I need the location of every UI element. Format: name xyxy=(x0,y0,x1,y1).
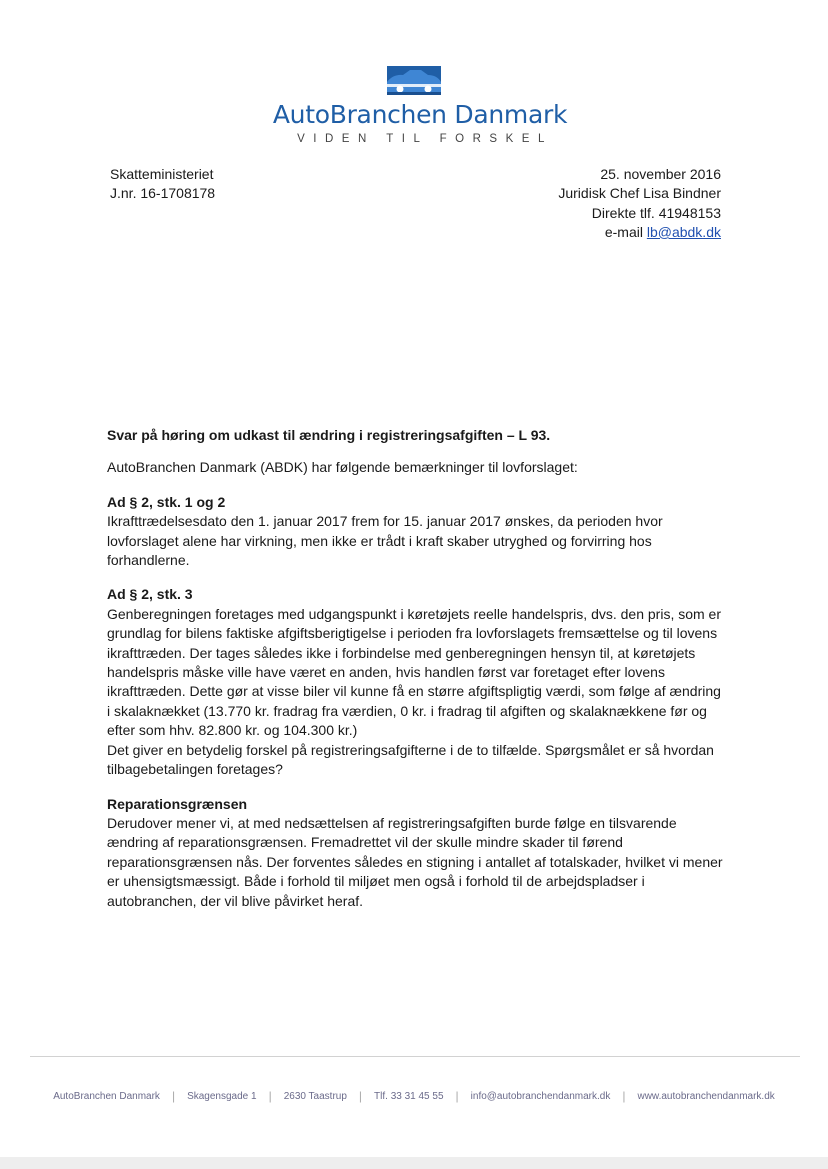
footer-phone: Tlf. 33 31 45 55 xyxy=(374,1090,444,1102)
footer-website[interactable]: www.autobranchendanmark.dk xyxy=(637,1090,775,1102)
sender-email-line xyxy=(558,223,721,242)
footer-company: AutoBranchen Danmark xyxy=(53,1090,160,1102)
footer xyxy=(0,1089,828,1103)
footer-email[interactable]: info@autobranchendanmark.dk xyxy=(470,1090,611,1102)
section-ad-2-stk-1-2 xyxy=(107,493,727,571)
footer-separator: | xyxy=(171,1089,176,1103)
brand-tagline: VIDEN TIL FORSKEL xyxy=(297,133,553,145)
section-heading: Reparationsgrænsen xyxy=(107,795,248,812)
footer-separator: | xyxy=(622,1089,626,1103)
footer-separator: | xyxy=(455,1089,459,1103)
footer-separator: | xyxy=(358,1089,363,1103)
recipient-block xyxy=(110,165,215,203)
section-paragraph: Derudover mener vi, at med nedsættelsen af registreringsafgiften burde følge en tilsvarende ændring af reparationsgrænsen. Fremadrettet vil der skulle mindre skader til førend reparationsgrænsen nås. Der forventes således en stigning i antallet af totalskader, hvilket vi mener er uhensigtsmæssigt. Både i forhold til miljøet men også i forhold til de arbejdspladser i autobranchen, der vil blive påvirket heraf. xyxy=(107,814,723,909)
section-ad-2-stk-3 xyxy=(107,585,727,779)
section-paragraph: Det giver en betydelig forskel på registreringsafgifterne i de to tilfælde. Spørgsmålet er så hvordan tilbagebetalingen foretages? xyxy=(107,741,714,778)
section-heading: Ad § 2, stk. 3 xyxy=(107,586,193,603)
letter-date: 25. november 2016 xyxy=(600,166,721,182)
scan-edge xyxy=(0,1157,828,1169)
sender-block xyxy=(558,165,721,242)
section-reparationsgraensen xyxy=(107,795,727,911)
section-heading: Ad § 2, stk. 1 og 2 xyxy=(107,493,226,510)
email-prefix: e-mail xyxy=(604,223,643,240)
company-logo xyxy=(0,62,828,145)
footer-street: Skagensgade 1 xyxy=(187,1090,257,1102)
section-paragraph: Ikrafttrædelsesdato den 1. januar 2017 frem for 15. januar 2017 ønskes, da perioden hvor lovforslaget alene har virkning, men ikke er trådt i kraft skaber utryghed og forvirring hos forhandlerne. xyxy=(107,513,663,569)
brand-name: AutoBranchen Danmark xyxy=(272,100,568,129)
sender-phone: Direkte tlf. 41948153 xyxy=(591,204,721,221)
footer-city: 2630 Taastrup xyxy=(283,1090,347,1102)
car-logo-icon xyxy=(383,62,445,98)
journal-number: J.nr. 16-1708178 xyxy=(110,185,216,201)
recipient-name: Skatteministeriet xyxy=(110,166,214,182)
letter-title: Svar på høring om udkast til ændring i registreringsafgiften – L 93. xyxy=(107,427,551,443)
letter-body xyxy=(107,426,727,926)
footer-separator: | xyxy=(268,1089,272,1103)
section-paragraph: Genberegningen foretages med udgangspunkt i køretøjets reelle handelspris, dvs. den pris, som er grundlag for bilens faktiske afgiftsberigtigelse i perioden fra lovforslagets fremsættelse og til lovens ikrafttræden. Der tages således ikke i forbindelse med genberegningen hensyn til, at køretøjets handelspris måske ville have været en anden, hvis handlen først var foretaget efter lovens ikrafttræden. Dette gør at visse biler vil kunne få en større afgiftspligtig værdi, som følge af ændring i skalaknækket (13.770 kr. fradrag fra værdien, 0 kr. i fradrag til afgiften og skalaknækkene før og efter som hhv. 82.800 kr. og 104.300 kr.) xyxy=(107,605,722,739)
letter-intro: AutoBranchen Danmark (ABDK) har følgende bemærkninger til lovforslaget: xyxy=(107,459,578,476)
footer-divider xyxy=(30,1056,800,1057)
email-link[interactable]: lb@abdk.dk xyxy=(646,223,721,240)
sender-role: Juridisk Chef Lisa Bindner xyxy=(558,185,721,202)
